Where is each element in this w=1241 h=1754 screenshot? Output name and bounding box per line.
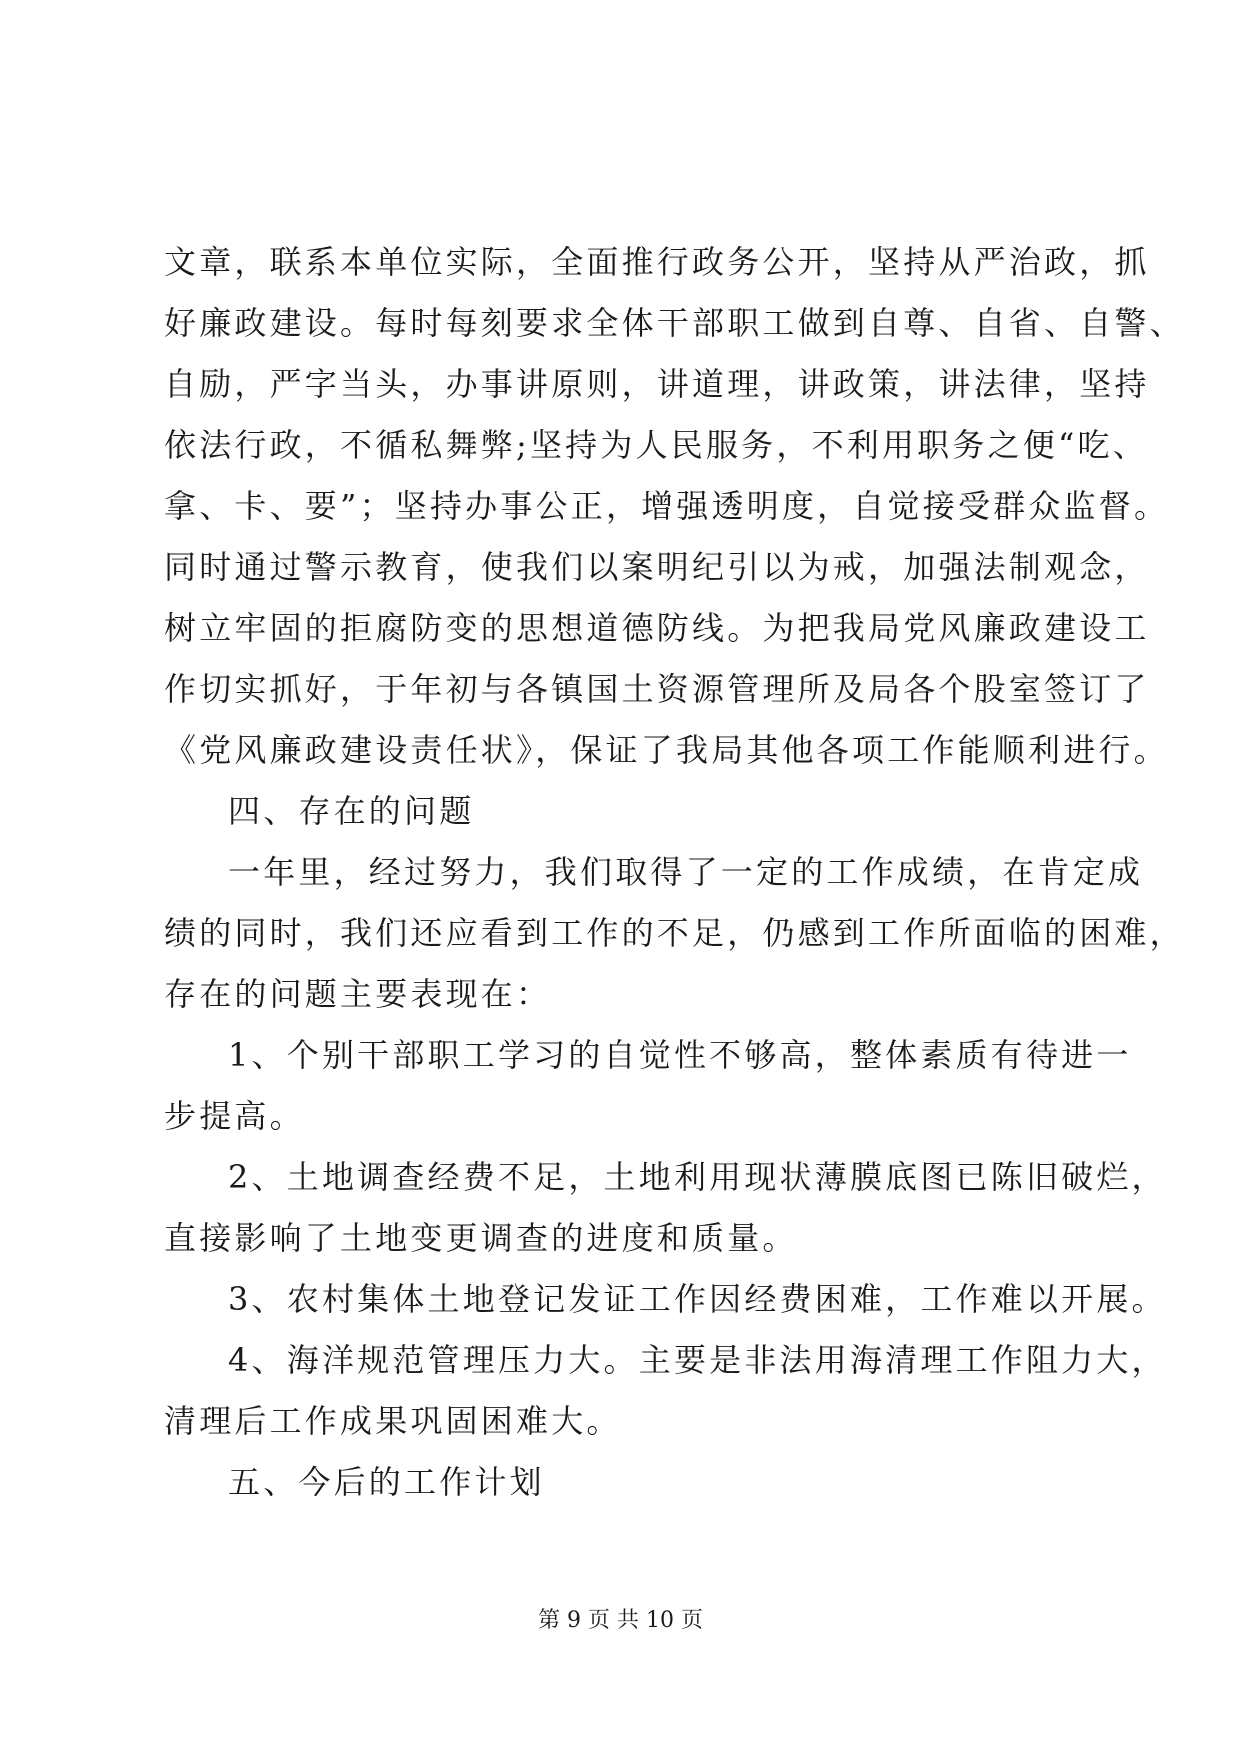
list-item: 2、土地调查经费不足，土地利用现状薄膜底图已陈旧破烂， (228, 1158, 1167, 1196)
list-item: 3、农村集体土地登记发证工作因经费困难，工作难以开展。 (228, 1280, 1167, 1318)
body-line: 作切实抓好，于年初与各镇国土资源管理所及局各个股室签订了 (164, 670, 1150, 708)
body-line: 文章，联系本单位实际，全面推行政务公开，坚持从严治政，抓 (164, 243, 1150, 281)
document-body (164, 232, 1185, 1513)
list-item-continuation: 步提高。 (164, 1097, 305, 1135)
body-line: 树立牢固的拒腐防变的思想道德防线。为把我局党风廉政建设工 (164, 609, 1150, 647)
list-item: 4、海洋规范管理压力大。主要是非法用海清理工作阻力大， (228, 1341, 1167, 1379)
body-line: 存在的问题主要表现在： (164, 975, 552, 1013)
page-number-footer: 第 9 页 共 10 页 (538, 1608, 703, 1633)
body-line: 《党风廉政建设责任状》，保证了我局其他各项工作能顺利进行。 (164, 731, 1169, 769)
list-item-continuation: 清理后工作成果巩固困难大。 (164, 1402, 622, 1440)
section-heading: 四、存在的问题 (228, 792, 475, 830)
list-item: 1、个别干部职工学习的自觉性不够高，整体素质有待进一 (228, 1036, 1132, 1074)
body-line: 依法行政，不循私舞弊;坚持为人民服务，不利用职务之便“吃、 (164, 426, 1148, 464)
body-line: 一年里，经过努力，我们取得了一定的工作成绩，在肯定成 (228, 853, 1144, 891)
body-line: 好廉政建设。每时每刻要求全体干部职工做到自尊、自省、自警、 (164, 304, 1185, 342)
section-heading: 五、今后的工作计划 (228, 1463, 545, 1501)
body-line: 同时通过警示教育，使我们以案明纪引以为戒，加强法制观念， (164, 548, 1150, 586)
list-item-continuation: 直接影响了土地变更调查的进度和质量。 (164, 1219, 798, 1257)
body-line: 绩的同时，我们还应看到工作的不足，仍感到工作所面临的困难， (164, 914, 1185, 952)
body-line: 拿、卡、要”；坚持办事公正，增强透明度，自觉接受群众监督。 (164, 487, 1170, 525)
body-line: 自励，严字当头，办事讲原则，讲道理，讲政策，讲法律，坚持 (164, 365, 1150, 403)
